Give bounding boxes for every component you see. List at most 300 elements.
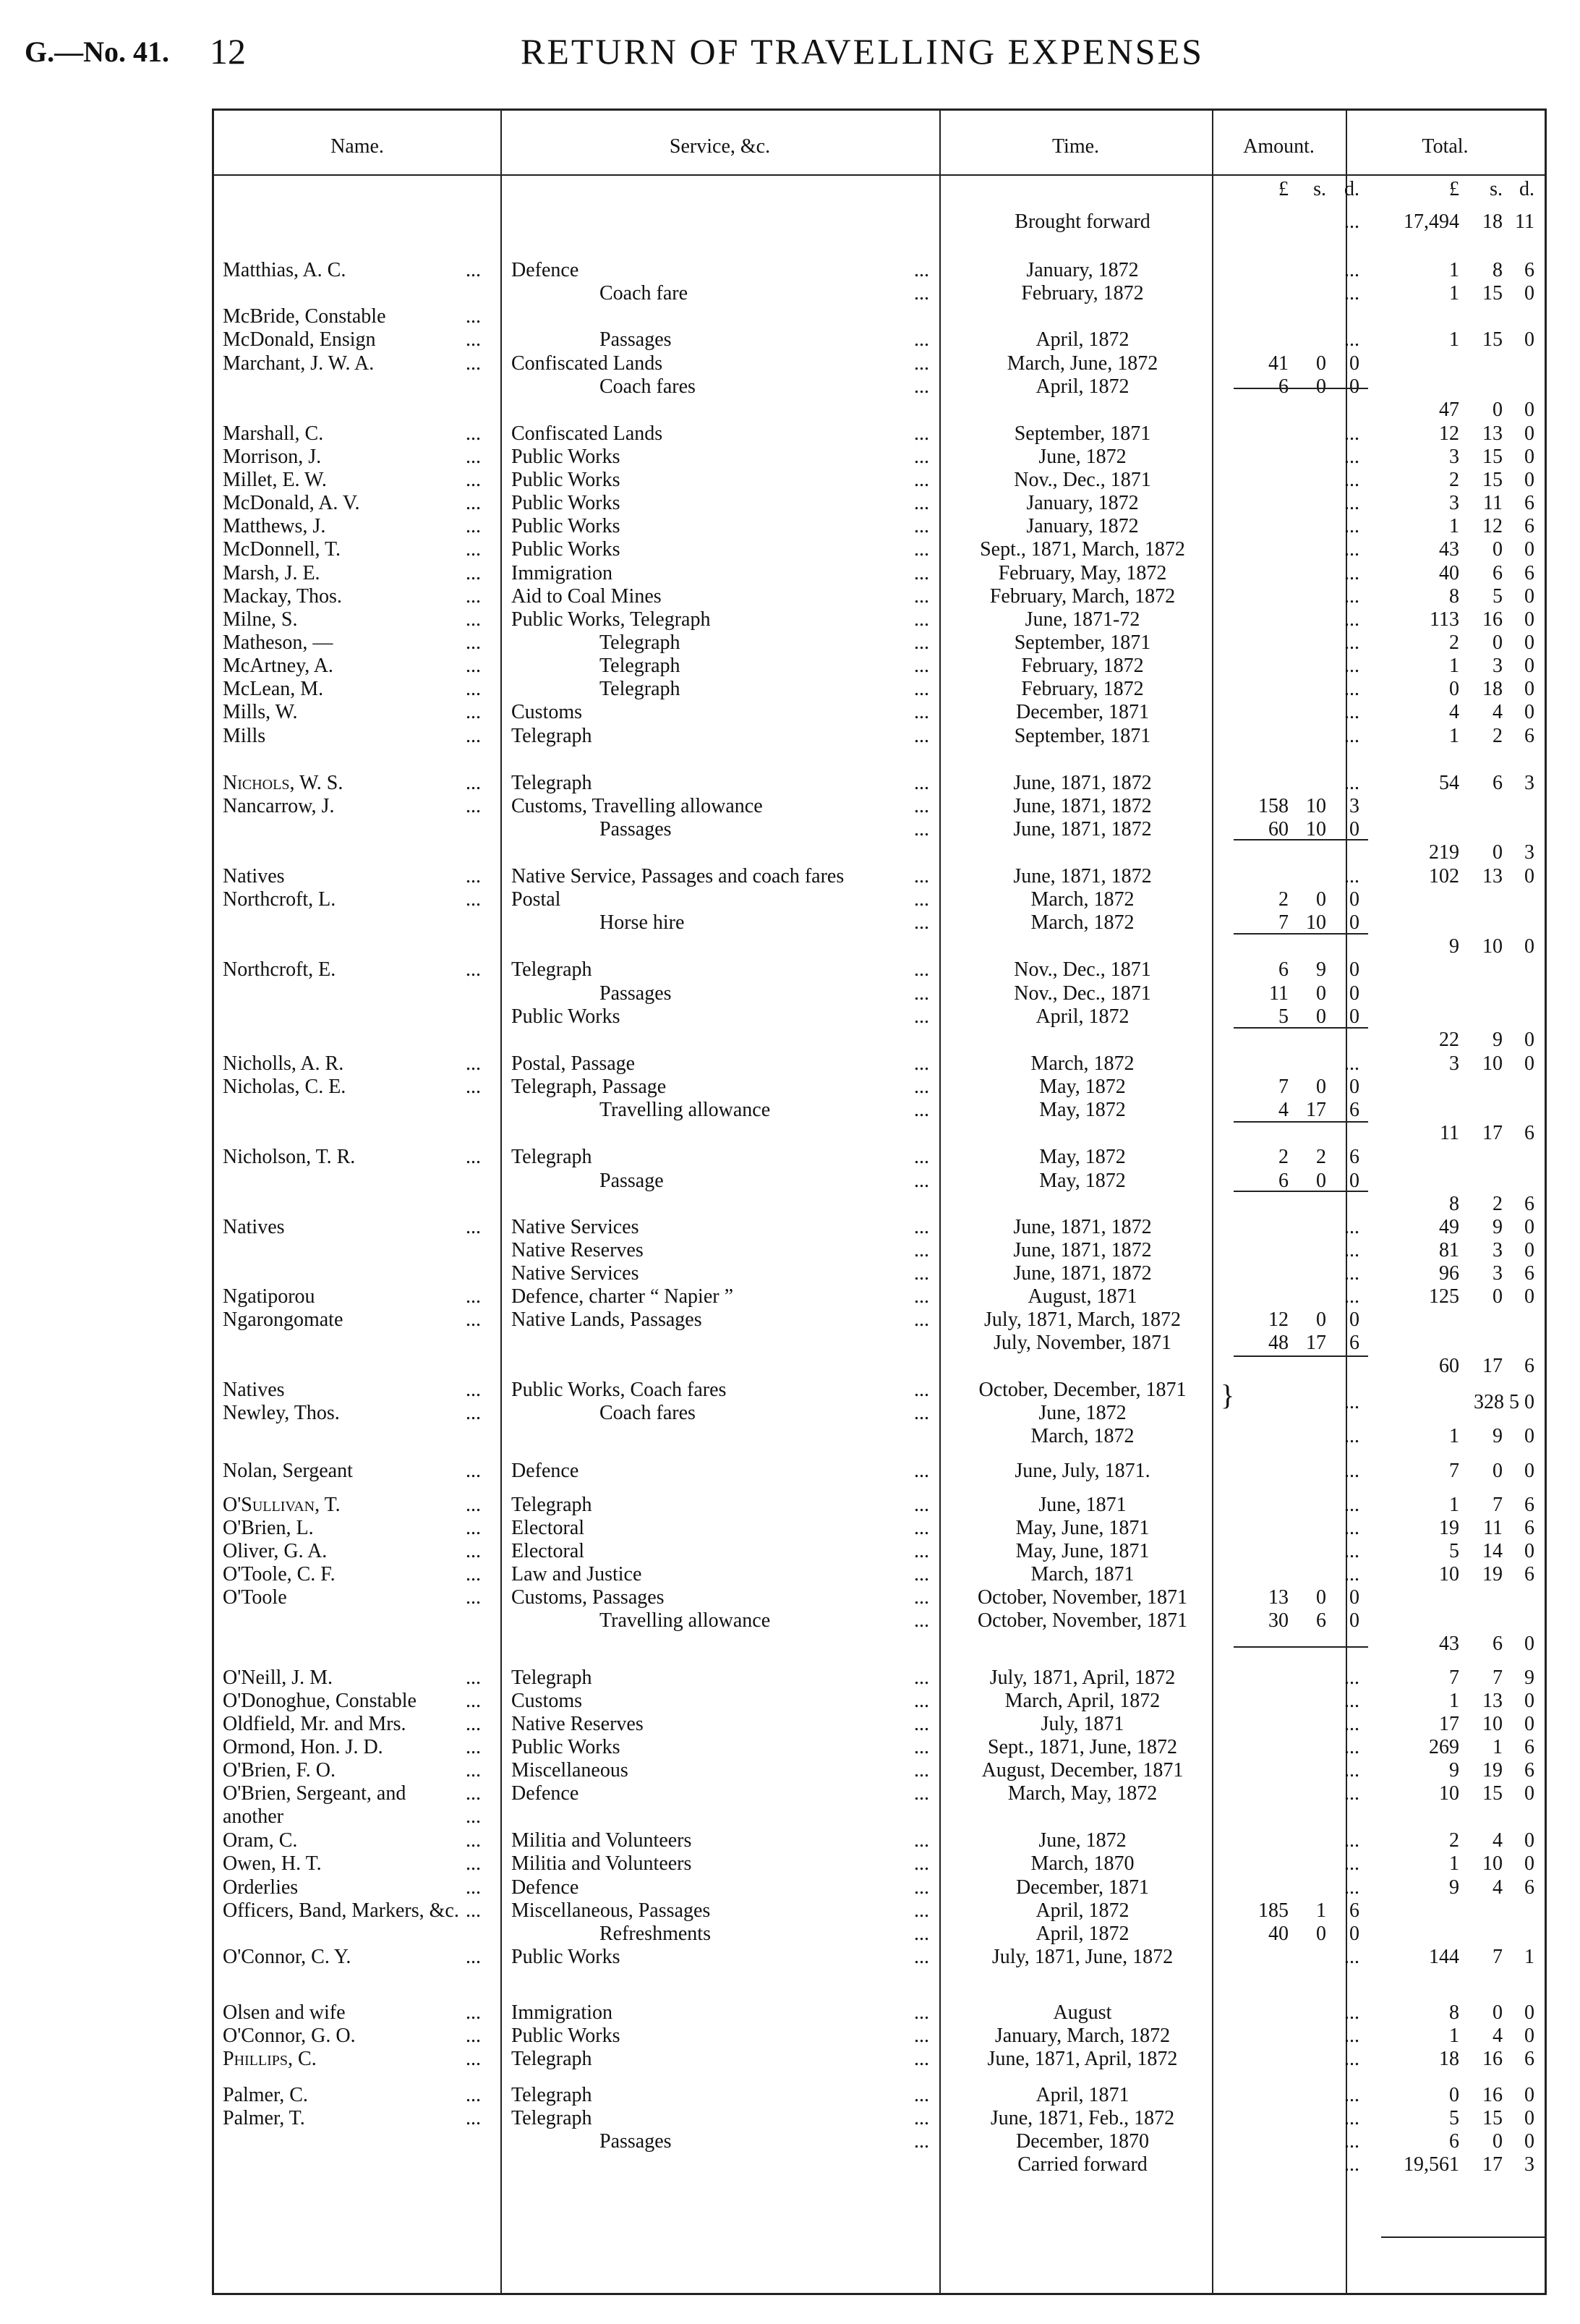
table-row <box>0 1493 1580 1517</box>
total-cell: 113 16 0 <box>1430 608 1534 631</box>
table-row <box>0 561 1580 585</box>
amount-cell: ... <box>1344 608 1359 631</box>
time-cell: September, 1871 <box>1014 422 1151 445</box>
service-cell: Telegraph <box>511 2107 592 2129</box>
name-cell: Mills <box>223 725 266 747</box>
table-row <box>0 771 1580 795</box>
leader-dots: ... <box>914 2001 929 2024</box>
total-cell: 19,561 17 3 <box>1404 2153 1534 2176</box>
leader-dots: ... <box>914 1690 929 1712</box>
leader-dots: ... <box>466 1285 481 1308</box>
leader-dots: ... <box>466 631 481 654</box>
time-cell: April, 1872 <box>1035 1923 1130 1945</box>
time-cell: May, 1872 <box>1039 1099 1126 1121</box>
table-row <box>0 982 1580 1005</box>
total-cell: 7 0 0 <box>1449 1460 1534 1482</box>
leader-dots: ... <box>466 1460 481 1482</box>
name-cell: Owen, H. T. <box>223 1852 322 1875</box>
table-row <box>0 2024 1580 2048</box>
amount-cell: ... <box>1344 492 1359 514</box>
name-cell: Matheson, — <box>223 631 333 654</box>
table-row <box>0 1945 1580 1969</box>
service-cell: Public Works, Coach fares <box>511 1379 727 1401</box>
name-cell: O'Connor, G. O. <box>223 2025 356 2047</box>
total-cell: 81 3 0 <box>1439 1239 1534 1261</box>
service-cell: Native Services <box>511 1262 639 1285</box>
time-cell: June, 1871-72 <box>1025 608 1140 631</box>
amount-cell: ... <box>1344 282 1359 305</box>
leader-dots: ... <box>914 1494 929 1516</box>
table-row <box>0 1539 1580 1563</box>
amount-cell: ... <box>1344 562 1359 584</box>
leader-dots: ... <box>466 1517 481 1539</box>
table-row <box>0 210 1580 234</box>
time-cell: March, 1872 <box>1030 911 1135 934</box>
amount-cell: 7 0 0 <box>1278 1076 1359 1098</box>
leader-dots: ... <box>914 1586 929 1609</box>
total-cell: 269 1 6 <box>1429 1736 1534 1758</box>
amount-cell: ... <box>1344 725 1359 747</box>
leader-dots: ... <box>466 1540 481 1562</box>
table-row <box>0 631 1580 655</box>
leader-dots: ... <box>466 1899 481 1922</box>
service-cell: Militia and Volunteers <box>511 1852 692 1875</box>
total-cell: 1 8 6 <box>1449 259 1534 281</box>
service-cell: Defence, charter “ Napier ” <box>511 1285 734 1308</box>
leader-dots: ... <box>466 1876 481 1899</box>
leader-dots: ... <box>914 678 929 700</box>
name-cell: McDonnell, T. <box>223 538 341 561</box>
amount-cell: ... <box>1344 1946 1359 1968</box>
table-row <box>0 958 1580 982</box>
time-cell: December, 1870 <box>1016 2130 1149 2153</box>
service-cell: Customs <box>511 701 583 723</box>
leader-dots: ... <box>914 585 929 608</box>
total-cell: 1 10 0 <box>1449 1852 1534 1875</box>
name-cell: McDonald, A. V. <box>223 492 360 514</box>
table-row <box>0 1666 1580 1690</box>
leader-dots: ... <box>914 1667 929 1689</box>
time-cell: June, 1871, 1872 <box>1013 1216 1152 1238</box>
time-cell: June, 1871, 1872 <box>1013 818 1152 840</box>
total-cell: 96 3 6 <box>1439 1262 1534 1285</box>
service-cell: Native Reserves <box>511 1239 644 1261</box>
total-cell: 4 4 0 <box>1449 701 1534 723</box>
service-cell: Confiscated Lands <box>511 352 663 375</box>
amount-cell: ... <box>1344 865 1359 888</box>
table-row <box>0 305 1580 328</box>
service-cell: Immigration <box>511 2001 612 2024</box>
leader-dots: ... <box>914 1563 929 1585</box>
amount-cell: ... <box>1344 2153 1359 2176</box>
total-cell: 9 10 0 <box>1449 935 1534 958</box>
time-cell: September, 1871 <box>1014 631 1151 654</box>
leader-dots: ... <box>914 1876 929 1899</box>
total-rule <box>1381 2236 1547 2238</box>
total-cell: 1 3 0 <box>1449 655 1534 677</box>
leader-dots: ... <box>914 1540 929 1562</box>
table-row <box>0 1052 1580 1076</box>
time-cell: October, November, 1871 <box>977 1586 1188 1609</box>
leader-dots: ... <box>466 2001 481 2024</box>
service-cell: Telegraph <box>511 2084 592 2106</box>
table-row <box>0 1609 1580 1633</box>
table-row <box>0 2001 1580 2025</box>
leader-dots: ... <box>914 328 929 351</box>
total-cell: 19 11 6 <box>1439 1517 1534 1539</box>
leader-dots: ... <box>914 2025 929 2047</box>
leader-dots: ... <box>466 1586 481 1609</box>
time-cell: January, 1872 <box>1026 259 1139 281</box>
total-cell: 3 15 0 <box>1449 446 1534 468</box>
time-cell: Sept., 1871, March, 1872 <box>980 538 1185 561</box>
amount-cell: 5 0 0 <box>1278 1005 1359 1028</box>
service-cell: Militia and Volunteers <box>511 1829 692 1852</box>
time-cell: October, November, 1871 <box>977 1609 1188 1632</box>
amount-cell: ... <box>1344 1852 1359 1875</box>
name-cell: Olsen and wife <box>223 2001 346 2024</box>
leader-dots: ... <box>466 1852 481 1875</box>
leader-dots: ... <box>466 1759 481 1782</box>
total-cell: 43 0 0 <box>1439 538 1534 561</box>
table-row <box>0 1424 1580 1448</box>
table-row <box>0 1145 1580 1169</box>
table-row <box>0 584 1580 608</box>
total-cell: 1 15 0 <box>1449 328 1534 351</box>
name-cell: O'Brien, Sergeant, and <box>223 1782 406 1805</box>
time-cell: June, 1872 <box>1038 1829 1127 1852</box>
table-row <box>0 2047 1580 2071</box>
amount-cell: 2 2 6 <box>1278 1146 1359 1168</box>
total-cell: 328 5 0 <box>1474 1391 1534 1413</box>
time-cell: February, 1872 <box>1021 655 1144 677</box>
amount-cell: ... <box>1344 469 1359 491</box>
table-row <box>0 1028 1580 1052</box>
name-cell: Matthews, J. <box>223 515 326 537</box>
amount-cell: ... <box>1344 1782 1359 1805</box>
name-cell: Northcroft, L. <box>223 888 336 911</box>
service-cell: Electoral <box>511 1540 585 1562</box>
name-cell: Nancarrow, J. <box>223 795 335 817</box>
name-cell: O'Sullivan, T. <box>223 1494 341 1516</box>
leader-dots: ... <box>466 446 481 468</box>
amount-cell: ... <box>1344 1829 1359 1852</box>
name-cell: Northcroft, E. <box>223 958 336 981</box>
leader-dots: ... <box>914 1782 929 1805</box>
table-row <box>0 1782 1580 1805</box>
time-cell: April, 1872 <box>1035 375 1130 398</box>
time-cell: February, May, 1872 <box>998 562 1167 584</box>
table-row <box>0 375 1580 399</box>
total-cell: 2 15 0 <box>1449 469 1534 491</box>
service-cell: Telegraph <box>511 1146 592 1168</box>
time-cell: December, 1871 <box>1016 1876 1149 1899</box>
time-cell: March, 1870 <box>1030 1852 1135 1875</box>
leader-dots: ... <box>914 911 929 934</box>
name-cell: Milne, S. <box>223 608 298 631</box>
total-cell: 144 7 1 <box>1429 1946 1534 1968</box>
amount-cell: ... <box>1344 2048 1359 2070</box>
leader-dots: ... <box>466 1690 481 1712</box>
total-cell: 1 12 6 <box>1449 515 1534 537</box>
table-row <box>0 445 1580 469</box>
total-cell: 8 2 6 <box>1449 1193 1534 1215</box>
page-number: 12 <box>210 31 246 72</box>
amount-cell: ... <box>1344 259 1359 281</box>
time-cell: September, 1871 <box>1014 725 1151 747</box>
service-cell: Passages <box>599 328 672 351</box>
table-row <box>0 1121 1580 1145</box>
time-cell: June, 1871, 1872 <box>1013 795 1152 817</box>
table-row <box>0 1632 1580 1656</box>
time-cell: February, 1872 <box>1021 282 1144 305</box>
leader-dots: ... <box>466 1946 481 1968</box>
table-row <box>0 1285 1580 1308</box>
leader-dots: ... <box>914 888 929 911</box>
name-cell: Millet, E. W. <box>223 469 327 491</box>
subtotal-rule <box>1234 1646 1368 1648</box>
amount-cell: ... <box>1344 678 1359 700</box>
time-cell: June, July, 1871. <box>1015 1460 1150 1482</box>
service-cell: Immigration <box>511 562 612 584</box>
subtotal-rule <box>1234 388 1368 389</box>
table-row <box>0 1331 1580 1355</box>
table-row <box>0 1516 1580 1540</box>
time-cell: May, June, 1871 <box>1015 1517 1150 1539</box>
service-cell: Defence <box>511 259 579 281</box>
total-cell: 1 7 6 <box>1449 1494 1534 1516</box>
time-cell: January, March, 1872 <box>994 2025 1171 2047</box>
leader-dots: ... <box>466 305 481 328</box>
column-header-amount: Amount. <box>1243 135 1315 158</box>
table-row <box>0 468 1580 492</box>
time-cell: June, 1871 <box>1038 1494 1127 1516</box>
service-cell: Telegraph <box>599 678 680 700</box>
service-cell: Miscellaneous, Passages <box>511 1899 711 1922</box>
name-cell: Oliver, G. A. <box>223 1540 328 1562</box>
time-cell: June, 1871, 1872 <box>1013 865 1152 888</box>
total-cell: 102 13 0 <box>1429 865 1534 888</box>
service-cell: Electoral <box>511 1517 585 1539</box>
table-row <box>0 817 1580 841</box>
total-cell: 60 17 6 <box>1439 1355 1534 1377</box>
leader-dots: ... <box>466 958 481 981</box>
amount-cell: ... <box>1344 1876 1359 1899</box>
time-cell: January, 1872 <box>1026 492 1139 514</box>
leader-dots: ... <box>914 282 929 305</box>
leader-dots: ... <box>914 375 929 398</box>
amount-cell: ... <box>1344 1736 1359 1758</box>
brace-mark: } <box>1221 1379 1235 1411</box>
name-cell: Natives <box>223 865 285 888</box>
table-row <box>0 864 1580 888</box>
name-cell: O'Toole <box>223 1586 287 1609</box>
leader-dots: ... <box>466 328 481 351</box>
currency-units-row <box>0 177 1580 201</box>
name-cell: Nolan, Sergeant <box>223 1460 353 1482</box>
leader-dots: ... <box>914 538 929 561</box>
leader-dots: ... <box>914 631 929 654</box>
table-row <box>0 1354 1580 1378</box>
leader-dots: ... <box>466 2025 481 2047</box>
time-cell: April, 1872 <box>1035 1005 1130 1028</box>
service-cell: Travelling allowance <box>599 1099 771 1121</box>
leader-dots: ... <box>914 1076 929 1098</box>
leader-dots: ... <box>466 422 481 445</box>
total-cell: 10 15 0 <box>1439 1782 1534 1805</box>
leader-dots: ... <box>914 1262 929 1285</box>
total-cell: 1 9 0 <box>1449 1425 1534 1447</box>
amount-cell: ... <box>1344 1517 1359 1539</box>
table-row <box>0 1308 1580 1332</box>
time-cell: April, 1871 <box>1035 2084 1130 2106</box>
time-cell: March, June, 1872 <box>1007 352 1158 375</box>
time-cell: May, 1872 <box>1039 1076 1126 1098</box>
amount-cell: ... <box>1344 1216 1359 1238</box>
amount-cell: ... <box>1344 538 1359 561</box>
leader-dots: ... <box>914 772 929 794</box>
name-cell: O'Neill, J. M. <box>223 1667 333 1689</box>
amount-cell: 7 10 0 <box>1278 911 1359 934</box>
total-cell: 10 19 6 <box>1439 1563 1534 1585</box>
name-cell: Oram, C. <box>223 1829 298 1852</box>
table-row <box>0 1169 1580 1193</box>
table-row <box>0 1852 1580 1876</box>
amount-cell: ... <box>1344 1460 1359 1482</box>
name-cell: Morrison, J. <box>223 446 322 468</box>
leader-dots: ... <box>466 1146 481 1168</box>
subtotal-rule <box>1234 1121 1368 1123</box>
amount-cell: ... <box>1344 1667 1359 1689</box>
service-cell: Customs, Passages <box>511 1586 665 1609</box>
amount-cell: 6 0 0 <box>1278 1170 1359 1192</box>
service-cell: Customs, Travelling allowance <box>511 795 763 817</box>
name-cell: Orderlies <box>223 1876 299 1899</box>
column-header-name: Name. <box>330 135 384 158</box>
leader-dots: ... <box>466 795 481 817</box>
service-cell: Coach fares <box>599 375 696 398</box>
time-cell: June, 1871, 1872 <box>1013 1239 1152 1261</box>
time-cell: February, 1872 <box>1021 678 1144 700</box>
leader-dots: ... <box>466 772 481 794</box>
leader-dots: ... <box>466 655 481 677</box>
amount-cell: 30 6 0 <box>1268 1609 1359 1632</box>
total-cell: 47 0 0 <box>1439 399 1534 421</box>
leader-dots: ... <box>914 2048 929 2070</box>
amount-cell: ... <box>1344 772 1359 794</box>
amount-cell: ... <box>1344 1239 1359 1261</box>
leader-dots: ... <box>466 1713 481 1735</box>
service-cell: Telegraph <box>599 631 680 654</box>
leader-dots: ... <box>466 2048 481 2070</box>
page-title: RETURN OF TRAVELLING EXPENSES <box>521 31 1204 72</box>
column-header-service: Service, &c. <box>669 135 771 158</box>
name-cell: O'Connor, C. Y. <box>223 1946 351 1968</box>
leader-dots: ... <box>466 2107 481 2129</box>
total-cell: 0 16 0 <box>1449 2084 1534 2106</box>
table-row <box>0 1758 1580 1782</box>
leader-dots: ... <box>466 1829 481 1852</box>
time-cell: August, December, 1871 <box>981 1759 1184 1782</box>
amount-cell: ... <box>1344 1425 1359 1447</box>
document-code: G.—No. 41. <box>25 35 169 68</box>
leader-dots: ... <box>914 1736 929 1758</box>
service-cell: Confiscated Lands <box>511 422 663 445</box>
table-row <box>0 888 1580 911</box>
leader-dots: ... <box>914 725 929 747</box>
total-units: £ s. d. <box>1449 178 1534 200</box>
amount-cell: ... <box>1344 2001 1359 2024</box>
service-cell: Public Works <box>511 446 620 468</box>
leader-dots: ... <box>914 2107 929 2129</box>
name-cell: McBride, Constable <box>223 305 386 328</box>
table-row <box>0 1075 1580 1099</box>
leader-dots: ... <box>914 1308 929 1331</box>
table-row <box>0 794 1580 818</box>
total-cell: 22 9 0 <box>1439 1029 1534 1051</box>
table-row <box>0 422 1580 446</box>
time-cell: July, 1871 <box>1041 1713 1124 1735</box>
service-cell: Coach fare <box>599 282 688 305</box>
time-cell: June, 1871, April, 1872 <box>987 2048 1178 2070</box>
leader-dots: ... <box>466 1076 481 1098</box>
amount-cell: ... <box>1344 1285 1359 1308</box>
name-cell: Phillips, C. <box>223 2048 317 2070</box>
total-cell: 7 7 9 <box>1449 1667 1534 1689</box>
leader-dots: ... <box>914 1170 929 1192</box>
amount-cell: ... <box>1344 2107 1359 2129</box>
time-cell: June, 1871, 1872 <box>1013 1262 1152 1285</box>
subtotal-rule <box>1234 839 1368 840</box>
time-cell: May, 1872 <box>1039 1146 1126 1168</box>
time-cell: June, 1871, Feb., 1872 <box>990 2107 1175 2129</box>
name-cell: McLean, M. <box>223 678 324 700</box>
name-cell: Natives <box>223 1379 285 1401</box>
amount-cell: ... <box>1344 701 1359 723</box>
table-row <box>0 1899 1580 1923</box>
table-row <box>0 654 1580 678</box>
subtotal-rule <box>1234 933 1368 935</box>
table-row <box>0 2106 1580 2130</box>
subtotal-rule <box>1234 1355 1368 1357</box>
service-cell: Telegraph <box>511 725 592 747</box>
service-cell: Passages <box>599 818 672 840</box>
name-cell: Ngatiporou <box>223 1285 315 1308</box>
leader-dots: ... <box>466 1563 481 1585</box>
amount-cell: 12 0 0 <box>1268 1308 1359 1331</box>
amount-cell: ... <box>1344 210 1359 233</box>
total-cell: 1 15 0 <box>1449 282 1534 305</box>
amount-cell: ... <box>1344 515 1359 537</box>
leader-dots: ... <box>466 1805 481 1828</box>
service-cell: Defence <box>511 1876 579 1899</box>
leader-dots: ... <box>466 1052 481 1075</box>
leader-dots: ... <box>914 1146 929 1168</box>
subtotal-rule <box>1234 1191 1368 1192</box>
amount-cell: 2 0 0 <box>1278 888 1359 911</box>
total-cell: 1 13 0 <box>1449 1690 1534 1712</box>
amount-cell: ... <box>1344 655 1359 677</box>
service-cell: Telegraph <box>511 2048 592 2070</box>
time-cell: Nov., Dec., 1871 <box>1014 958 1151 981</box>
leader-dots: ... <box>914 1759 929 1782</box>
amount-cell: 11 0 0 <box>1269 982 1359 1005</box>
table-row <box>0 1562 1580 1586</box>
leader-dots: ... <box>914 608 929 631</box>
time-cell: June, 1871, 1872 <box>1013 772 1152 794</box>
name-cell: Marchant, J. W. A. <box>223 352 375 375</box>
service-cell: Public Works <box>511 1946 620 1968</box>
